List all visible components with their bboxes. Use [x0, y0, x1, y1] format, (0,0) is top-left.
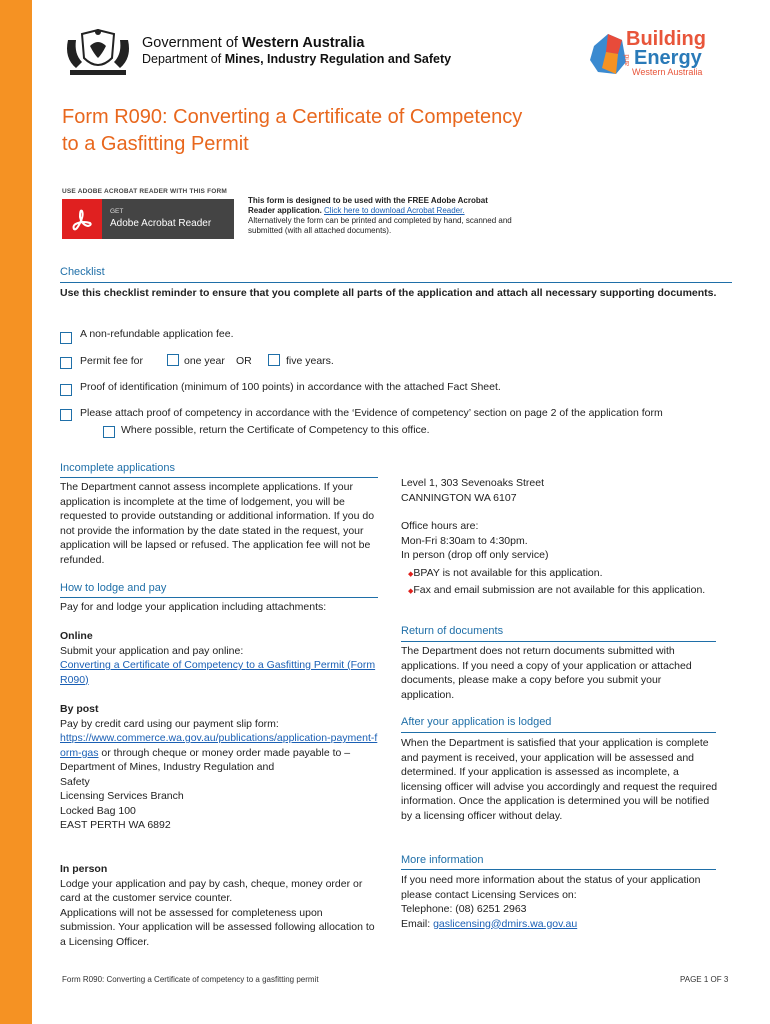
office-address: Level 1, 303 Sevenoaks Street CANNINGTON WA 6107	[401, 477, 545, 504]
lodge-in-person: In person Lodge your application and pay by cash, cheque, money order or card at the customer service counter. Applications will not be assessed for completeness upon submission. Your application will be assessed following allocation to a Licensing Officer.	[60, 863, 375, 948]
checkbox-proof-competency[interactable]	[60, 409, 72, 421]
logo-and-text: and	[624, 54, 631, 66]
acrobat-label: USE ADOBE ACROBAT READER WITH THIS FORM	[62, 188, 227, 195]
lodge-online: Online Submit your application and pay online: Converting a Certificate of Competency to a Gasfitting Permit (Form R090)	[60, 629, 380, 687]
building-energy-map-logo	[588, 30, 628, 78]
checklist-item-competency: Please attach proof of competency in accordance with the ‘Evidence of competency’ section on page 2 of the application form	[80, 407, 663, 419]
option-five-years: five years.	[286, 355, 334, 367]
checkbox-five-years[interactable]	[268, 354, 280, 366]
government-title: Government of Western Australia	[142, 35, 365, 51]
online-form-link[interactable]: Converting a Certificate of Competency to a Gasfitting Permit (Form R090)	[60, 659, 376, 686]
checklist-item-permit-fee: Permit fee for	[80, 355, 144, 367]
checklist-intro: Use this checklist reminder to ensure that you complete all parts of the application and attach all necessary supporting documents.	[60, 287, 717, 299]
after-lodged-body: When the Department is satisfied that your application is complete and payment is received, your application will be assessed and determined. If your application is assessed as incomplete, a licensing officer will advise you accordingly and request the required information. Once the application is determined you will be notified by a licensing officer without delay.	[401, 737, 718, 822]
office-hours: Office hours are: Mon-Fri 8:30am to 4:30pm. In person (drop off only service)	[401, 520, 549, 561]
footer-page-number: PAGE 1 OF 3	[680, 975, 729, 984]
wa-crest-logo	[62, 28, 134, 80]
bullet-bpay: ◆BPAY is not available for this application.	[408, 567, 603, 579]
more-info-rule	[401, 869, 716, 870]
logo-western-australia-text: Western Australia	[632, 67, 703, 77]
option-or: OR	[236, 355, 252, 367]
return-documents-rule	[401, 641, 716, 642]
side-accent-bar	[0, 0, 32, 1024]
payment-form-link[interactable]: https://www.commerce.wa.gov.au/publications/application-payment-form-gas	[60, 732, 378, 759]
lodge-post: By post Pay by credit card using our payment slip form: https://www.commerce.wa.gov.au/publications/application-payment-form-gas or through cheque or money order made payable to – Department of Mines, Industry Regulation and Safety Licensing Services Branch Locked Bag 100 EAST PERTH WA 6892	[60, 703, 378, 831]
lodge-intro: Pay for and lodge your application including attachments:	[60, 601, 327, 613]
return-documents-heading: Return of documents	[401, 625, 504, 637]
option-one-year: one year	[184, 355, 225, 367]
office-bullets	[408, 566, 708, 599]
after-lodged-heading: After your application is lodged	[401, 716, 552, 728]
department-title: Department of Mines, Industry Regulation and Safety	[142, 52, 452, 66]
email-link[interactable]: gaslicensing@dmirs.wa.gov.au	[433, 917, 578, 930]
incomplete-body: The Department cannot assess incomplete applications. If your application is incomplete at the time of lodgement, you will be requested to provide outstanding or additional information. If you do not provide the information by the date stated in the request, your application will be lapsed or refused. The application fee will not be refunded.	[60, 481, 375, 566]
incomplete-heading: Incomplete applications	[60, 462, 175, 474]
return-documents-body: The Department does not return documents submitted with applications. If you need a copy of your application or attached documents, please make a copy before you submit your application.	[401, 645, 692, 701]
bullet-fax-email: ◆Fax and email submission are not available for this application.	[408, 583, 706, 596]
more-info-body: If you need more information about the status of your application please contact Licensing Services on: Telephone: (08) 6251 2963 Email: gaslicensing@dmirs.wa.gov.au	[401, 874, 701, 930]
checklist-heading: Checklist	[60, 266, 105, 278]
bullet-icon: ◆	[408, 571, 414, 578]
checklist-item-return-certificate: Where possible, return the Certificate of Competency to this office.	[121, 424, 430, 436]
title-line-2: to a Gasfitting Permit	[62, 133, 249, 155]
checkbox-one-year[interactable]	[167, 354, 179, 366]
after-lodged-rule	[401, 732, 716, 733]
logo-energy-text: Energy	[634, 47, 702, 69]
acrobat-info: This form is designed to be used with the FREE Adobe Acrobat Reader application. Click here to download Acrobat Reader. Alternatively the form can be printed and completed by hand, scanned and submitted (with all attached documents).	[248, 196, 512, 235]
acrobat-icon	[70, 205, 94, 233]
checkbox-return-certificate[interactable]	[103, 426, 115, 438]
checklist-item-fee: A non-refundable application fee.	[80, 328, 234, 340]
bullet-icon: ◆	[408, 587, 414, 595]
footer-form-name: Form R090: Converting a Certificate of competency to a gasfitting permit	[62, 975, 319, 984]
incomplete-rule	[60, 477, 378, 478]
title-line-1: Form R090: Converting a Certificate of Competency	[62, 106, 523, 128]
logo-building-text: Building	[626, 28, 706, 50]
page-title	[62, 104, 622, 158]
more-info-heading: More information	[401, 854, 484, 866]
checkbox-permit-fee[interactable]	[60, 357, 72, 369]
checklist-item-identification: Proof of identification (minimum of 100 points) in accordance with the attached Fact Sheet.	[80, 381, 501, 393]
checkbox-application-fee[interactable]	[60, 332, 72, 344]
acrobat-get-text: GET	[110, 208, 124, 215]
download-acrobat-link[interactable]: Click here to download Acrobat Reader.	[324, 206, 465, 215]
lodge-heading: How to lodge and pay	[60, 582, 167, 594]
lodge-rule	[60, 597, 378, 598]
acrobat-name-text: Adobe Acrobat Reader	[110, 218, 212, 229]
checklist-rule	[60, 282, 732, 283]
checkbox-proof-identification[interactable]	[60, 384, 72, 396]
